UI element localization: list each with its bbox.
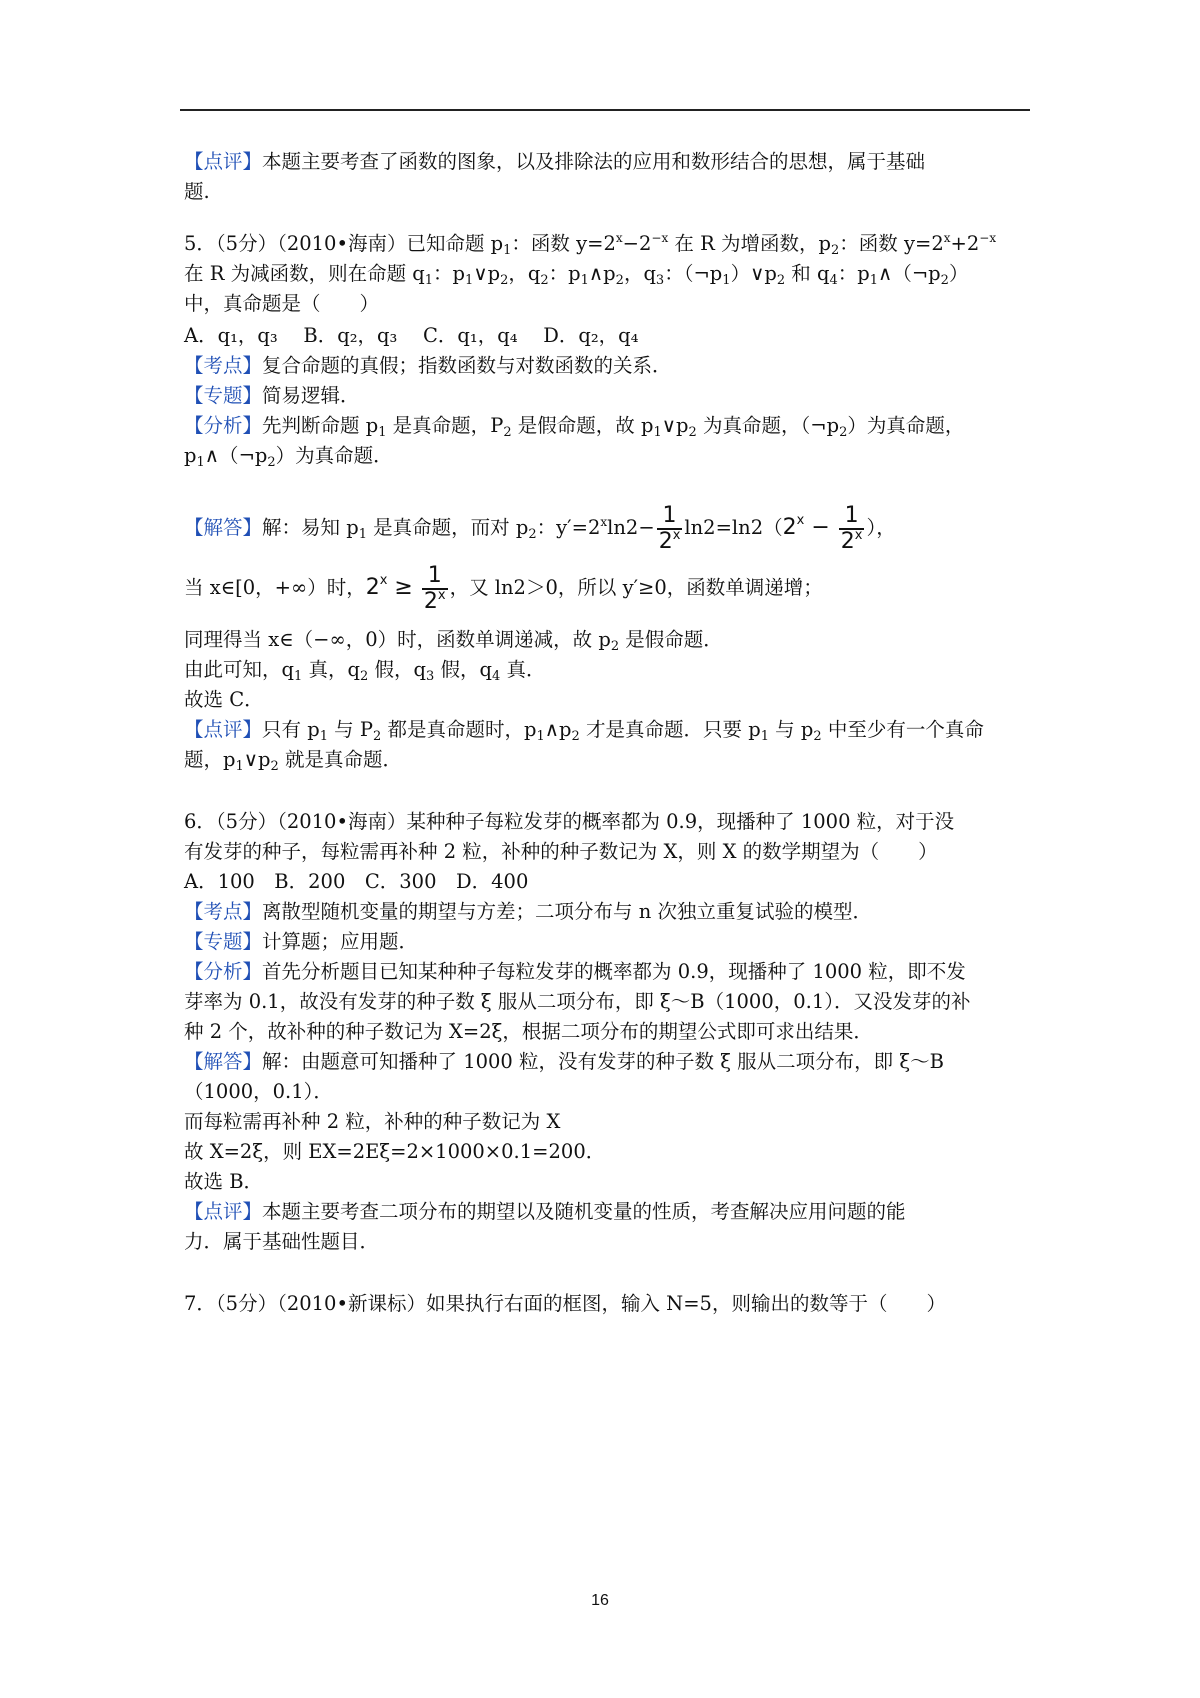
q5-fenxi-line-2: $p_1\wedge(\neg p_2)$为真命题． xyxy=(184,444,393,470)
q6-dianping-line-2: 力．属于基础性题目． xyxy=(184,1230,380,1253)
q6-kaodian: 【考点】离散型随机变量的期望与方差；二项分布与 n 次独立重复试验的模型． xyxy=(184,900,872,923)
header-rule xyxy=(180,109,1030,111)
q6-jieda-line-2: （1000，0.1）． xyxy=(184,1080,333,1103)
q5-options: A．q₁，q₃ B．q₂，q₃ C．q₁，q₄ D．q₂，q₄ xyxy=(184,324,639,347)
q6-dianping-line-1: 【点评】本题主要考查二项分布的期望以及随机变量的性质，考查解决应用问题的能 xyxy=(184,1200,906,1223)
q6-zhuanti: 【专题】计算题；应用题． xyxy=(184,930,419,953)
page-number: 16 xyxy=(591,1592,609,1609)
q5-choose: 故选 C． xyxy=(184,688,264,711)
q7-stem-line-1: 7．（5分）（2010•新课标）如果执行右面的框图，输入 N=5，则输出的数等于（ ） xyxy=(184,1292,946,1315)
q6-stem-line-2: 有发芽的种子，每粒需再补种 2 粒，补种的种子数记为 X，则 X 的数学期望为（ ） xyxy=(184,840,938,863)
q6-fenxi-line-1: 【分析】首先分析题目已知某种种子每粒发芽的概率都为 0.9，现播种了 1000 粒，即不发 xyxy=(184,960,966,983)
comment-tag: 【点评】 xyxy=(184,150,263,173)
q5-dianping-line-1: 【点评】只有 $p_1$ 与 $P_2$ 都是真命题时，$p_1\wedge p_2$ 才是真命题．只要 $p_1$ 与 $p_2$ 中至少有一个真命 xyxy=(184,718,984,744)
q6-options: A．100 B．200 C．300 D．400 xyxy=(184,870,529,893)
q6-jieda-line-3: 而每粒需再补种 2 粒，补种的种子数记为 X xyxy=(184,1110,561,1133)
q5-stem-line-1: 5．（5分）（2010•海南）已知命题 $p_1$：函数 $y=2^x-2^{-x}$ 在 R 为增函数，$p_2$：函数 $y=2^x+2^{-x}$ xyxy=(184,231,997,258)
q6-choose: 故选 B． xyxy=(184,1170,264,1193)
top-comment-line-1: 【点评】本题主要考查了函数的图象，以及排除法的应用和数形结合的思想，属于基础 xyxy=(184,150,926,173)
q5-stem-line-2: 在 R 为减函数，则在命题 $q_1$：$p_1\vee p_2$，$q_2$：$p_1\wedge p_2$，$q_3$：$(\neg p_1)\vee p_2$ 和 $q_4$：$p_1\wedge(\neg p_2)$ xyxy=(184,262,969,288)
q5-jieda-line-3: 同理得当 x∈（−∞，0）时，函数单调递减，故 $p_2$ 是假命题． xyxy=(184,628,723,654)
q5-zhuanti: 【专题】简易逻辑． xyxy=(184,384,360,407)
q5-jieda-line-4: 由此可知，$q_1$ 真，$q_2$ 假，$q_3$ 假，$q_4$ 真． xyxy=(184,658,546,684)
q5-kaodian: 【考点】复合命题的真假；指数函数与对数函数的关系． xyxy=(184,354,672,377)
q6-stem-line-1: 6．（5分）（2010•海南）某种种子每粒发芽的概率都为 0.9，现播种了 1000 粒，对于没 xyxy=(184,810,955,833)
q6-fenxi-line-3: 种 2 个，故补种的种子数记为 X=2ξ，根据二项分布的期望公式即可求出结果． xyxy=(184,1020,873,1043)
q5-dianping-line-2: 题，$p_1\vee p_2$ 就是真命题． xyxy=(184,748,403,774)
fraction-1-over-2x: $\frac{1}{2^x}$ xyxy=(658,502,681,554)
q5-jieda-line-1: 【解答】解：易知 $p_1$ 是真命题，而对 $p_2$：$y'=2^x\ln 2-$ $\frac{1}{2^x}$ $\ln 2=\ln 2(2^x$ − $\frac{1}{2^x}$ ）， xyxy=(184,502,896,554)
q6-jieda-line-1: 【解答】解：由题意可知播种了 1000 粒，没有发芽的种子数 ξ 服从二项分布，即 ξ～B xyxy=(184,1050,944,1073)
top-comment-line-2: 题. xyxy=(184,180,210,203)
q6-fenxi-line-2: 芽率为 0.1，故没有发芽的种子数 ξ 服从二项分布，即 ξ～B（1000，0.1）．又没发芽的补 xyxy=(184,990,971,1013)
q6-jieda-line-4: 故 X=2ξ，则 EX=2Eξ=2×1000×0.1=200． xyxy=(184,1140,606,1163)
q5-stem-line-3: 中，真命题是（ ） xyxy=(184,292,380,315)
q5-fenxi-line-1: 【分析】先判断命题 $p_1$ 是真命题，$P_2$ 是假命题，故 $p_1\vee p_2$ 为真命题，$(\neg p_2)$为真命题， xyxy=(184,414,965,440)
q5-jieda-line-2: 当 x∈[0，+∞）时，$2^x$ ≥ $\frac{1}{2^x}$ ，又 ln2＞0，所以 y′≥0，函数单调递增； xyxy=(184,562,823,614)
